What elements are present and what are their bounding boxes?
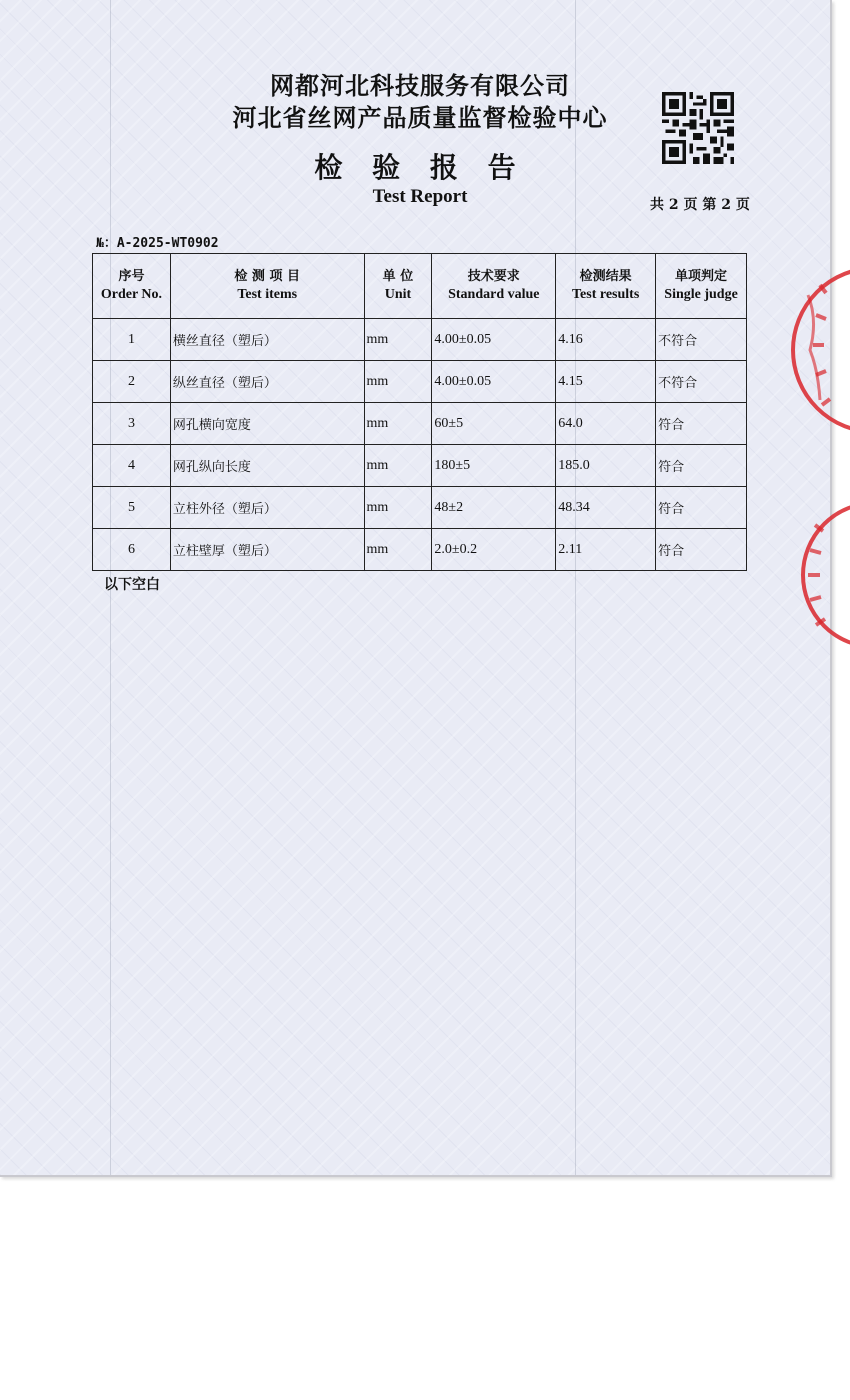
table-header-row [93, 254, 747, 319]
standard-value-cell: 60±5 [432, 403, 556, 445]
standard-value-cell: 4.00±0.05 [432, 361, 556, 403]
order-no-cell: 2 [93, 361, 171, 403]
order-no-cell: 5 [93, 487, 171, 529]
unit-cell: mm [364, 445, 432, 487]
company-seal-stamp [780, 255, 850, 445]
organization-name: 网都河北科技服务有限公司 [270, 71, 570, 100]
unit-cell: mm [364, 403, 432, 445]
standard-value-cell: 180±5 [432, 445, 556, 487]
column-header-order-no: 序号 Order No. [93, 254, 171, 319]
test-item-cell: 立柱壁厚（塑后） [170, 529, 364, 571]
judgement-cell: 符合 [656, 487, 747, 529]
test-results-table [92, 253, 747, 571]
unit-cell: mm [364, 529, 432, 571]
page-indicator: 共 2 页 第 2 页 [650, 197, 750, 213]
blank-below-note: 以下空白 [104, 577, 160, 593]
column-header-test-results: 检测结果 Test results [556, 254, 656, 319]
table-row [93, 403, 747, 445]
test-result-cell: 64.0 [556, 403, 656, 445]
standard-value-cell: 48±2 [432, 487, 556, 529]
column-header-standard-value: 技术要求 Standard value [432, 254, 556, 319]
table-row [93, 445, 747, 487]
test-result-cell: 4.15 [556, 361, 656, 403]
test-item-cell: 立柱外径（塑后） [170, 487, 364, 529]
inspection-seal-stamp [780, 490, 850, 660]
test-result-cell: 48.34 [556, 487, 656, 529]
test-result-cell: 4.16 [556, 319, 656, 361]
standard-value-cell: 2.0±0.2 [432, 529, 556, 571]
table-row [93, 487, 747, 529]
judgement-cell: 不符合 [656, 361, 747, 403]
test-item-cell: 横丝直径（塑后） [170, 319, 364, 361]
table-row [93, 361, 747, 403]
column-header-test-items: 检 测 项 目 Test items [170, 254, 364, 319]
order-no-cell: 3 [93, 403, 171, 445]
test-item-cell: 纵丝直径（塑后） [170, 361, 364, 403]
order-no-cell: 6 [93, 529, 171, 571]
qr-code-icon [662, 92, 734, 164]
table-row [93, 319, 747, 361]
standard-value-cell: 4.00±0.05 [432, 319, 556, 361]
column-header-unit: 单 位 Unit [364, 254, 432, 319]
inspection-center-name: 河北省丝网产品质量监督检验中心 [232, 103, 608, 132]
test-item-cell: 网孔横向宽度 [170, 403, 364, 445]
report-title-cn: 检 验 报 告 [314, 151, 526, 184]
table-row [93, 529, 747, 571]
judgement-cell: 不符合 [656, 319, 747, 361]
test-item-cell: 网孔纵向长度 [170, 445, 364, 487]
judgement-cell: 符合 [656, 445, 747, 487]
unit-cell: mm [364, 319, 432, 361]
judgement-cell: 符合 [656, 403, 747, 445]
unit-cell: mm [364, 361, 432, 403]
order-no-cell: 1 [93, 319, 171, 361]
order-no-cell: 4 [93, 445, 171, 487]
test-result-cell: 2.11 [556, 529, 656, 571]
report-number: №：A-2025-WT0902 [96, 236, 219, 251]
unit-cell: mm [364, 487, 432, 529]
test-result-cell: 185.0 [556, 445, 656, 487]
judgement-cell: 符合 [656, 529, 747, 571]
column-header-single-judge: 单项判定 Single judge [656, 254, 747, 319]
report-title-en: Test Report [372, 186, 468, 207]
